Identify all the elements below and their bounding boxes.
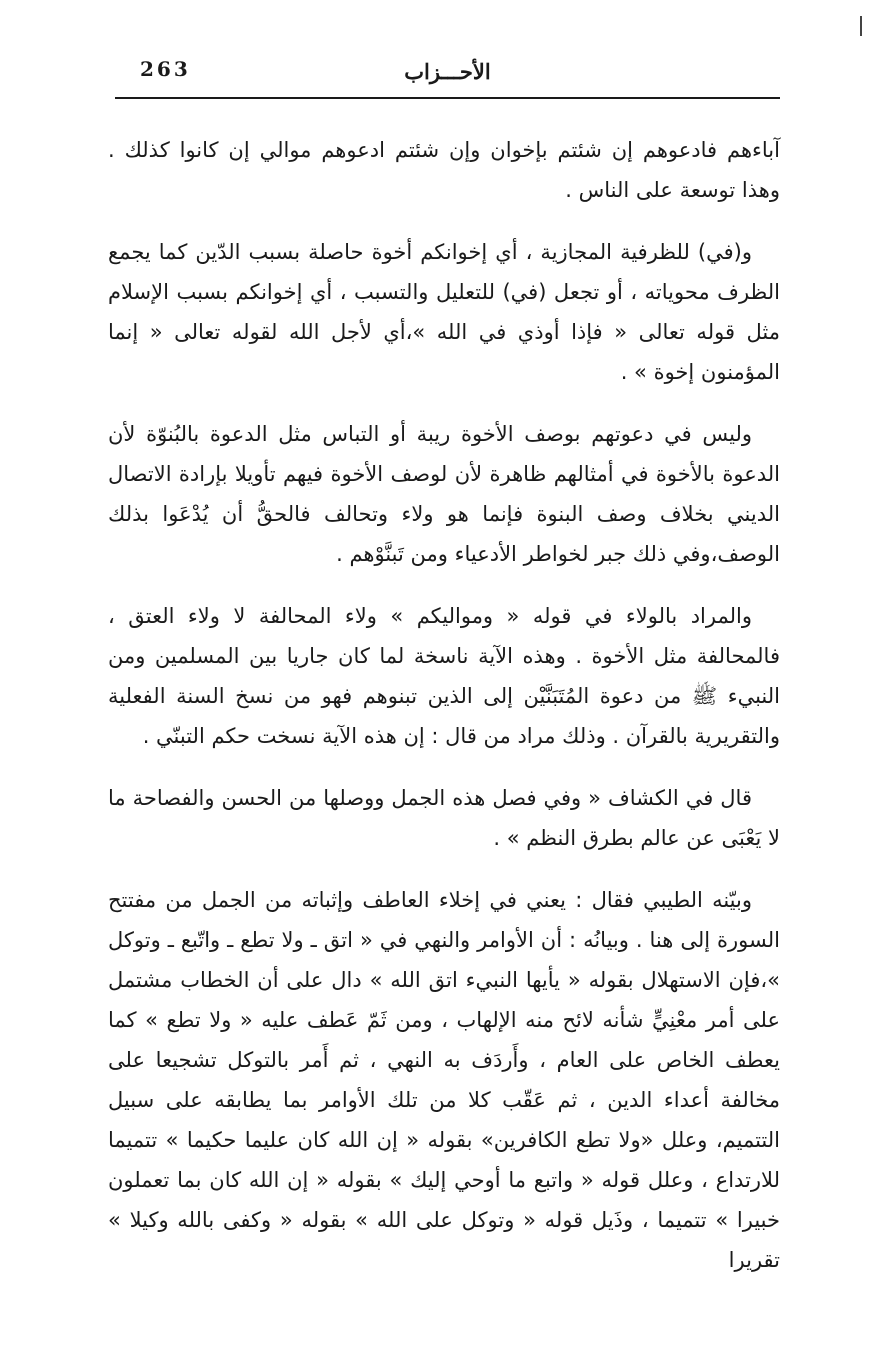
header-rule: [115, 97, 780, 99]
paragraph-1: آباءهم فادعوهم إن شئتم بإخوان وإن شئتم ادعوهم موالي إن كانوا كذلك . وهذا توسعة على الناس .: [108, 138, 780, 202]
running-title: الأحـــزاب: [404, 59, 491, 84]
paragraph-4: والمراد بالولاء في قوله « ومواليكم » ولاء المحالفة لا ولاء العتق ، فالمحالفة مثل الأخوة . وهذه الآية ناسخة لما كان جاريا بين المسلمين ومن النبيء ﷺ من دعوة المُتَبَنَّيْن إلى الذين تبنوهم فهو من نسخ السنة الفعلية والتقريرية بالقرآن . وذلك مراد من قال : إن هذه الآية نسخت حكم التبنّي .: [108, 604, 780, 748]
paragraph-6: وبيّنه الطيبي فقال : يعني في إخلاء العاطف وإثباته من الجمل من مفتتح السورة إلى هنا . وبيانُه : أن الأوامر والنهي في « اتق ـ ولا تطع ـ واتّبع ـ وتوكل »،فإن الاستهلال بقوله « يأيها النبيء اتق الله » دال على أن الخطاب مشتمل على أمر معْنِيٍّ شأنه لائح منه الإلهاب ، ومن ثَمّ عَطف عليه « ولا تطع » كما يعطف الخاص على العام ، وأَردَف به النهي ، ثم أَمر بالتوكل تشجيعا على مخالفة أعداء الدين ، ثم عَقّب كلا من تلك الأوامر بما يطابقه على سبيل التتميم، وعلل «ولا تطع الكافرين» بقوله « إن الله كان عليما حكيما » تتميما للارتداع ، وعلل قوله « واتبع ما أوحي إليك » بقوله « إن الله كان بما تعملون خبيرا » تتميما ، وذَيل قوله « وتوكل على الله » بقوله « وكفى بالله وكيلا » تقريرا: [108, 888, 780, 1272]
body-text: [108, 130, 780, 1280]
page-number: 263: [140, 57, 191, 81]
paragraph-3: وليس في دعوتهم بوصف الأخوة ريبة أو التباس مثل الدعوة بالبُنوّة لأن الدعوة بالأخوة في أمثالهم ظاهرة لأن لوصف الأخوة فيهم تأويلا بإرادة الاتصال الديني بخلاف وصف البنوة فإنما هو ولاء وتحالف فالحقُّ أن يُدْعَوا بذلك الوصف،وفي ذلك جبر لخواطر الأدعياء ومن تَبنَّوْهم .: [108, 422, 780, 566]
page-header: [115, 55, 780, 97]
margin-mark: [860, 16, 862, 36]
paragraph-2: و(في) للظرفية المجازية ، أي إخوانكم أخوة حاصلة بسبب الدّين كما يجمع الظرف محوياته ، أو تجعل (في) للتعليل والتسبب ، أي إخوانكم بسبب الإسلام مثل قوله تعالى « فإذا أوذي في الله »،أي لأجل الله لقوله تعالى « إنما المؤمنون إخوة » .: [108, 240, 780, 384]
paragraph-5: قال في الكشاف « وفي فصل هذه الجمل ووصلها من الحسن والفصاحة ما لا يَعْبَى عن عالم بطرق النظم » .: [108, 786, 780, 850]
